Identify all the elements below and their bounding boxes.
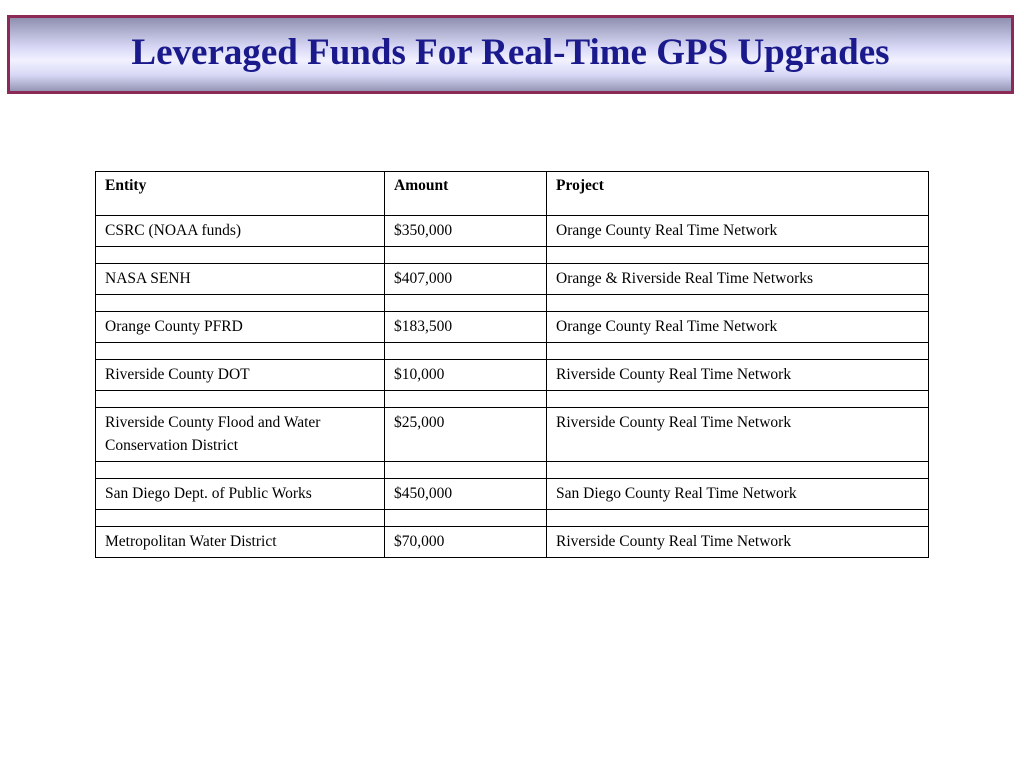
table-header-row — [96, 172, 929, 216]
empty-cell — [547, 391, 929, 408]
empty-cell — [96, 343, 385, 360]
cell-entity: Orange County PFRD — [96, 312, 385, 343]
empty-cell — [385, 391, 547, 408]
spacer-row — [96, 295, 929, 312]
empty-cell — [96, 295, 385, 312]
cell-entity: CSRC (NOAA funds) — [96, 216, 385, 247]
header-amount: Amount — [385, 172, 547, 216]
spacer-row — [96, 462, 929, 479]
header-entity: Entity — [96, 172, 385, 216]
table-row — [96, 479, 929, 510]
cell-amount: $25,000 — [385, 408, 547, 462]
cell-project: Riverside County Real Time Network — [547, 408, 929, 462]
spacer-row — [96, 247, 929, 264]
cell-project: Orange County Real Time Network — [547, 312, 929, 343]
cell-amount: $450,000 — [385, 479, 547, 510]
spacer-row — [96, 391, 929, 408]
table-row — [96, 527, 929, 558]
empty-cell — [96, 510, 385, 527]
spacer-row — [96, 343, 929, 360]
cell-entity: Riverside County Flood and Water Conservation District — [96, 408, 385, 462]
empty-cell — [547, 295, 929, 312]
table-row — [96, 312, 929, 343]
cell-project: Riverside County Real Time Network — [547, 360, 929, 391]
cell-project: Riverside County Real Time Network — [547, 527, 929, 558]
cell-amount: $350,000 — [385, 216, 547, 247]
empty-cell — [547, 462, 929, 479]
empty-cell — [96, 462, 385, 479]
spacer-row — [96, 510, 929, 527]
cell-project: Orange & Riverside Real Time Networks — [547, 264, 929, 295]
cell-project: San Diego County Real Time Network — [547, 479, 929, 510]
table-row — [96, 408, 929, 462]
slide-title: Leveraged Funds For Real-Time GPS Upgrades — [131, 32, 890, 73]
table-row — [96, 264, 929, 295]
cell-amount: $183,500 — [385, 312, 547, 343]
empty-cell — [96, 247, 385, 264]
empty-cell — [547, 510, 929, 527]
table-row — [96, 216, 929, 247]
empty-cell — [385, 510, 547, 527]
cell-entity: NASA SENH — [96, 264, 385, 295]
empty-cell — [547, 247, 929, 264]
empty-cell — [385, 247, 547, 264]
cell-amount: $10,000 — [385, 360, 547, 391]
empty-cell — [385, 462, 547, 479]
cell-amount: $70,000 — [385, 527, 547, 558]
cell-project: Orange County Real Time Network — [547, 216, 929, 247]
cell-entity: Metropolitan Water District — [96, 527, 385, 558]
empty-cell — [547, 343, 929, 360]
table-row — [96, 360, 929, 391]
header-project: Project — [547, 172, 929, 216]
cell-amount: $407,000 — [385, 264, 547, 295]
empty-cell — [385, 343, 547, 360]
empty-cell — [385, 295, 547, 312]
cell-entity: San Diego Dept. of Public Works — [96, 479, 385, 510]
cell-entity: Riverside County DOT — [96, 360, 385, 391]
empty-cell — [96, 391, 385, 408]
title-banner — [7, 15, 1014, 94]
funds-table — [95, 171, 929, 558]
